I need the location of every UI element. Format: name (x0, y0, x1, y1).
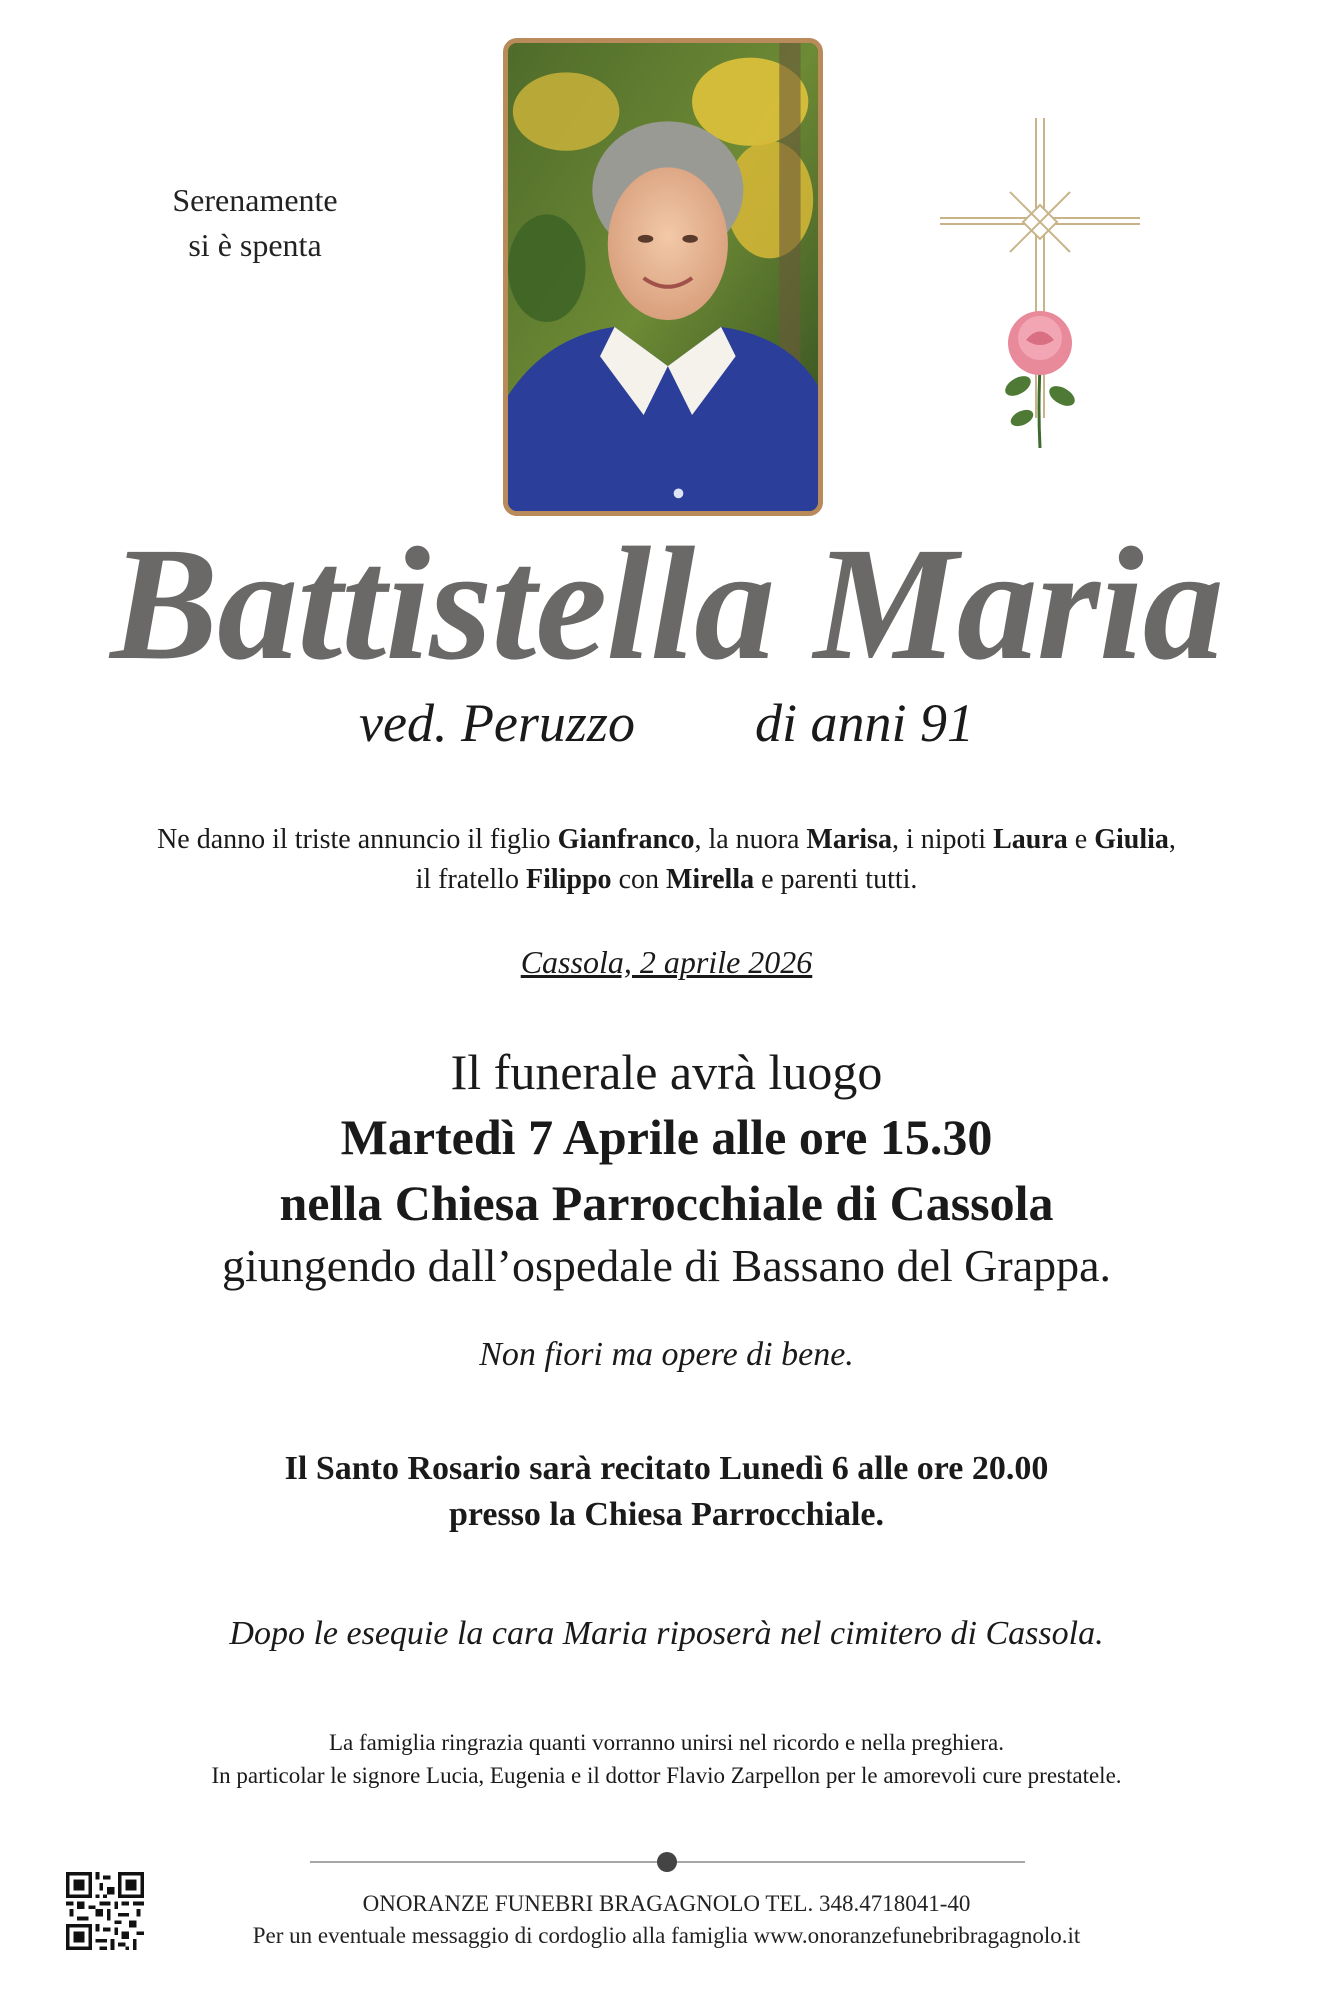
cross-rose-ornament (940, 118, 1140, 448)
divider (310, 1850, 1025, 1874)
burial-note: Dopo le esequie la cara Maria riposerà nel cimitero di Cassola. (229, 1615, 1104, 1652)
funeral-info (0, 1040, 1333, 1296)
announcement-line-1: Ne danno il triste annuncio il figlio Gianfranco, la nuora Marisa, i nipoti Laura e Giulia, (157, 824, 1176, 855)
funeral-line-1: Il funerale avrà luogo (450, 1044, 883, 1100)
rosary-info (0, 1446, 1333, 1538)
thanks-line-1: La famiglia ringrazia quanti vorranno unirsi nel ricordo e nella preghiera. (328, 1730, 1005, 1755)
announcement (40, 820, 1293, 900)
rosary-line-2: presso la Chiesa Parrocchiale. (448, 1496, 885, 1533)
thanks-line-2: In particolar le signore Lucia, Eugenia e il dottor Flavio Zarpellon per le amorevoli cure prestatele. (211, 1763, 1122, 1788)
brother-name: Filippo (525, 864, 612, 895)
funeral-line-4: giungendo dall’ospedale di Bassano del Grappa. (221, 1240, 1112, 1291)
sister-in-law-name: Mirella (666, 864, 755, 895)
son-name: Gianfranco (557, 824, 695, 855)
age: di anni 91 (754, 693, 974, 753)
intro-line-1: Serenamente (172, 182, 338, 218)
widow-of: ved. Peruzzo (359, 693, 635, 753)
footer-line-2: Per un eventuale messaggio di cordoglio alla famiglia www.onoranzefunebribragagnolo.it (252, 1923, 1081, 1948)
announcement-line-2: il fratello Filippo con Mirella e parenti tutti. (415, 864, 918, 895)
grandchild-name-2: Giulia (1094, 824, 1169, 855)
intro-text (110, 178, 400, 268)
funeral-line-3: nella Chiesa Parrocchiale di Cassola (279, 1175, 1054, 1231)
thanks-text (0, 1726, 1333, 1792)
portrait-photo (503, 38, 823, 516)
grandchild-name-1: Laura (993, 824, 1068, 855)
funeral-line-2: Martedì 7 Aprile alle ore 15.30 (340, 1109, 993, 1165)
place-date: Cassola, 2 aprile 2026 (520, 944, 813, 980)
deceased-subtitle (0, 690, 1333, 756)
rose-icon (1002, 311, 1078, 448)
footer-line-1: ONORANZE FUNEBRI BRAGAGNOLO TEL. 348.4718041-40 (362, 1891, 971, 1916)
intro-line-2: si è spenta (188, 227, 322, 263)
rosary-line-1: Il Santo Rosario sarà recitato Lunedì 6 alle ore 20.00 (284, 1450, 1049, 1487)
deceased-name: Battistella Maria (110, 515, 1223, 694)
funeral-home-footer (0, 1888, 1333, 1952)
flowers-note: Non fiori ma opere di bene. (479, 1336, 854, 1373)
daughter-in-law-name: Marisa (806, 824, 892, 855)
